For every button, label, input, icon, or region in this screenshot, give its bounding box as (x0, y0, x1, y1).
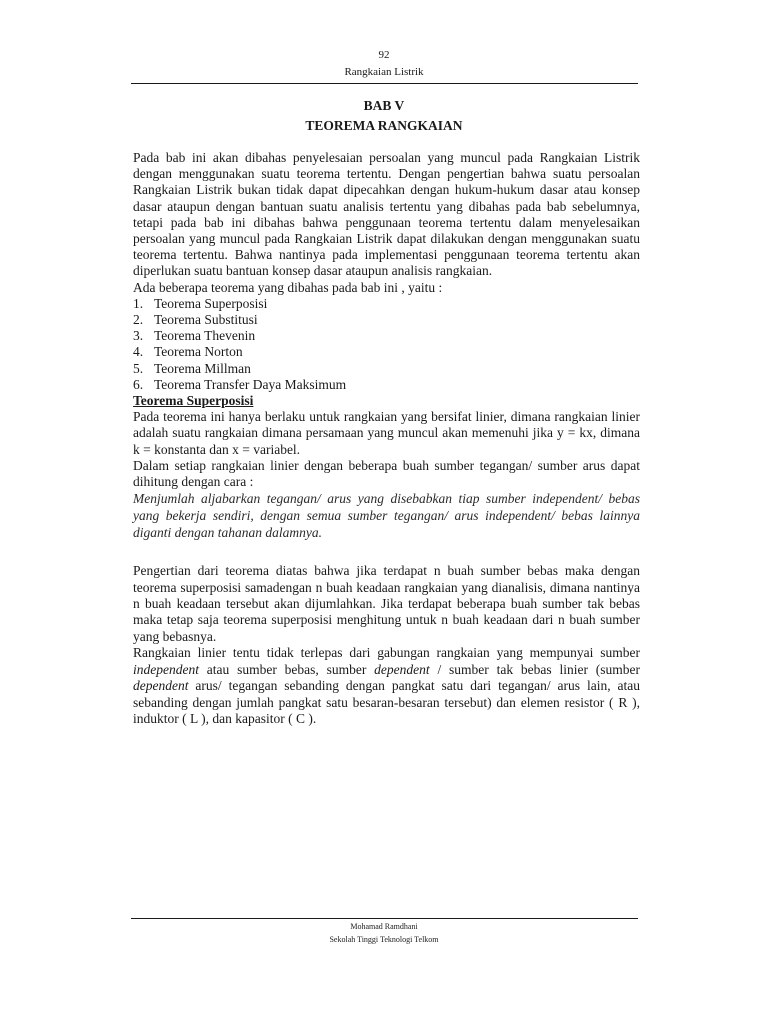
theorem-list (133, 296, 640, 393)
footer-rule (131, 918, 638, 919)
list-item (133, 296, 640, 312)
section-heading: Teorema Superposisi (133, 393, 254, 409)
page-body (133, 150, 640, 727)
emphasis-term: independent (133, 661, 199, 677)
footer-institution: Sekolah Tinggi Teknologi Telkom (329, 935, 439, 944)
list-item (133, 344, 640, 360)
superposition-paragraph-4 (133, 645, 640, 727)
emphasis-term: dependent (374, 661, 430, 677)
list-item-number: 5. (133, 360, 144, 376)
theorem-statement: Menjumlah aljabarkan tegangan/ arus yang disebabkan tiap sumber independent/ bebas yang bekerja sendiri, dengan semua sumber tegangan/ arus independent/ bebas lainnya diganti dengan tahanan dalamnya. (133, 491, 640, 541)
list-item-number: 2. (133, 312, 144, 328)
list-item-text: Teorema Superposisi (154, 295, 268, 311)
footer-author: Mohamad Ramdhani (350, 922, 418, 931)
list-item-text: Teorema Norton (154, 344, 243, 360)
superposition-paragraph-2: Dalam setiap rangkaian linier dengan beberapa buah sumber tegangan/ sumber arus dapat dihitung dengan cara : (133, 457, 640, 490)
chapter-title: TEOREMA RANGKAIAN (305, 118, 463, 133)
chapter-label: BAB V (363, 98, 405, 113)
list-item-number: 4. (133, 344, 144, 360)
superposition-paragraph-3: Pengertian dari teorema diatas bahwa jika terdapat n buah sumber bebas maka dengan teorema superposisi samadengan n buah keadaan rangkaian yang dianalisis, dimana nantinya n buah keadaan tersebut akan dijumlahkan. Jika terdapat beberapa buah sumber tak bebas maka tetap saja teorema superposisi menghitung untuk n buah keadaan dari n buah sumber yang bebasnya. (133, 563, 640, 644)
emphasis-term: dependent (133, 678, 189, 694)
page-number: 92 (378, 49, 390, 61)
list-item (133, 312, 640, 328)
list-item-text: Teorema Substitusi (154, 312, 258, 328)
list-item (133, 361, 640, 377)
list-item-number: 3. (133, 328, 144, 344)
running-head: Rangkaian Listrik (344, 66, 424, 78)
intro-paragraph: Pada bab ini akan dibahas penyelesaian persoalan yang muncul pada Rangkaian Listrik dengan menggunakan suatu teorema tertentu. Dengan pengertian bahwa suatu persoalan Rangkaian Listrik bukan tidak dapat dipecahkan dengan hukum-hukum dasar atau konsep dasar ataupun dengan bantuan suatu analisis tertentu yang dibahas pada bab sebelumnya, tetapi pada bab ini dibahas bahwa penggunaan teorema tertentu dalam menyelesaikan persoalan yang muncul pada Rangkaian Listrik dapat dilakukan dengan menggunakan suatu teorema tertentu. Bahwa nantinya pada implementasi penggunaan teorema tertentu akan diperlukan suatu bantuan konsep dasar ataupun analisis rangkaian. (133, 150, 640, 279)
text-run: atau sumber bebas, sumber (198, 661, 375, 677)
list-item-number: 6. (133, 376, 144, 392)
list-item-text: Teorema Transfer Daya Maksimum (154, 376, 347, 392)
superposition-paragraph-1: Pada teorema ini hanya berlaku untuk rangkaian yang bersifat linier, dimana rangkaian linier adalah suatu rangkaian dimana persamaan yang muncul akan memenuhi jika y = kx, dimana k = konstanta dan x = variabel. (133, 409, 640, 457)
text-run: / sumber tak bebas linier (sumber (429, 661, 640, 677)
list-item-text: Teorema Thevenin (154, 328, 256, 344)
text-run: Rangkaian linier tentu tidak terlepas dari gabungan rangkaian yang mempunyai sumber (133, 645, 640, 661)
list-item-number: 1. (133, 295, 144, 311)
list-intro: Ada beberapa teorema yang dibahas pada bab ini , yaitu : (133, 279, 443, 295)
list-item-text: Teorema Millman (154, 360, 251, 376)
header-rule (131, 83, 638, 84)
list-item (133, 377, 640, 393)
text-run: arus/ tegangan sebanding dengan pangkat satu dari tegangan/ arus lain, atau sebanding dengan jumlah pangkat satu besaran-besaran tersebut) dan elemen resistor ( R ), induktor ( L ), dan kapasitor ( C ). (133, 678, 640, 726)
list-item (133, 328, 640, 344)
